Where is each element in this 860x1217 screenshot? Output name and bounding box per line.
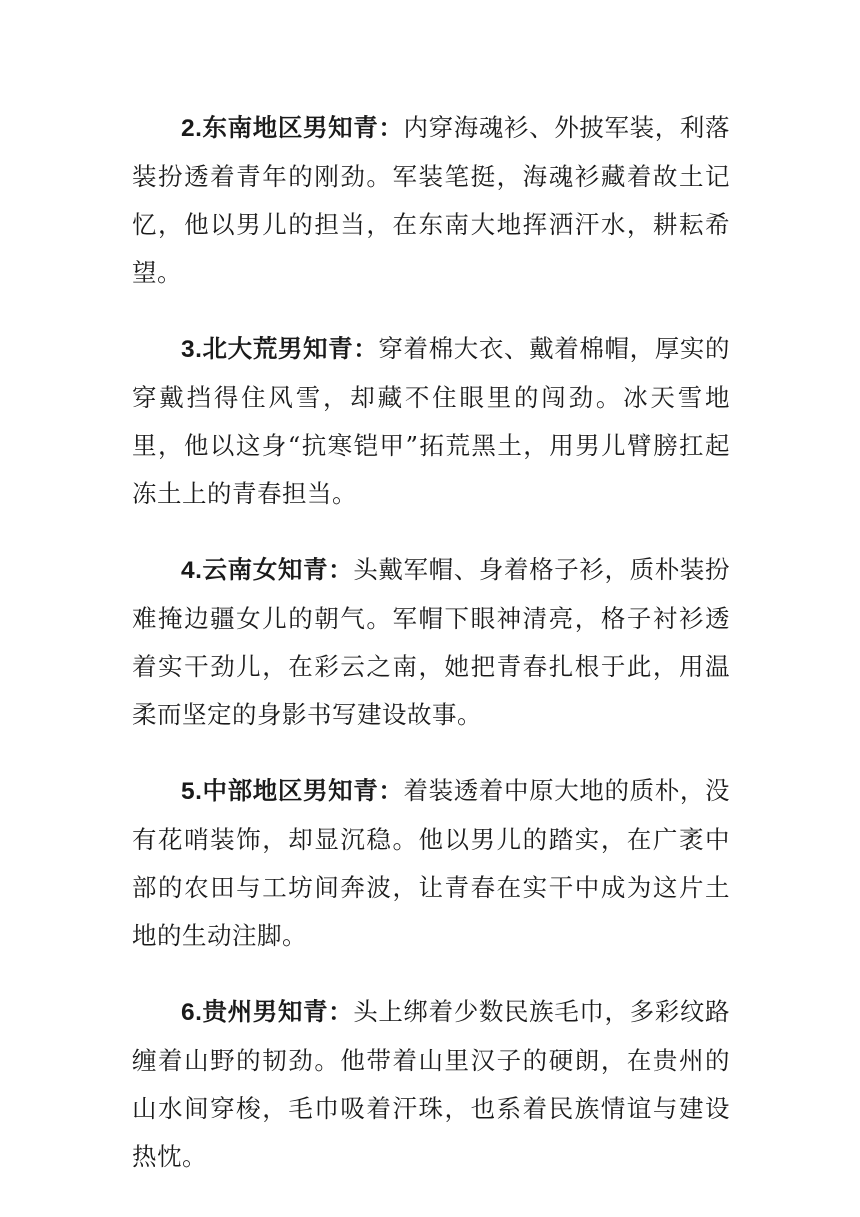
paragraph-number: 5. [181, 778, 203, 805]
paragraph-4 [132, 546, 730, 739]
paragraph-heading: 北大荒男知青： [202, 334, 379, 363]
paragraph-3 [132, 325, 730, 518]
paragraph-6 [132, 988, 730, 1181]
paragraph-number: 4. [181, 557, 203, 584]
document-body [132, 104, 730, 1209]
paragraph-text: 着装透着中原大地的质朴，没有花哨装饰，却显沉稳。他以男儿的踏实，在广袤中部的农田与工坊间奔波，让青春在实干中成为这片土地的生动注脚。 [132, 776, 731, 950]
paragraph-number: 2. [181, 115, 203, 142]
paragraph-text: 穿着棉大衣、戴着棉帽，厚实的穿戴挡得住风雪，却藏不住眼里的闯劲。冰天雪地里，他以这身“抗寒铠甲”拓荒黑土，用男儿臂膀扛起冻土上的青春担当。 [132, 334, 731, 508]
paragraph-text: 内穿海魂衫、外披军装，利落装扮透着青年的刚劲。军装笔挺，海魂衫藏着故土记忆，他以男儿的担当，在东南大地挥洒汗水，耕耘希望。 [132, 113, 731, 287]
paragraph-heading: 东南地区男知青： [202, 113, 404, 142]
paragraph-number: 3. [181, 336, 203, 363]
paragraph-heading: 云南女知青： [202, 555, 354, 584]
paragraph-text: 头上绑着少数民族毛巾，多彩纹路缠着山野的韧劲。他带着山里汉子的硬朗，在贵州的山水间穿梭，毛巾吸着汗珠，也系着民族情谊与建设热忱。 [132, 997, 731, 1171]
paragraph-heading: 中部地区男知青： [202, 776, 404, 805]
paragraph-5 [132, 767, 730, 960]
paragraph-text: 头戴军帽、身着格子衫，质朴装扮难掩边疆女儿的朝气。军帽下眼神清亮，格子衬衫透着实干劲儿，在彩云之南，她把青春扎根于此，用温柔而坚定的身影书写建设故事。 [132, 555, 731, 729]
paragraph-2 [132, 104, 730, 297]
paragraph-number: 6. [181, 999, 203, 1026]
paragraph-heading: 贵州男知青： [202, 997, 354, 1026]
